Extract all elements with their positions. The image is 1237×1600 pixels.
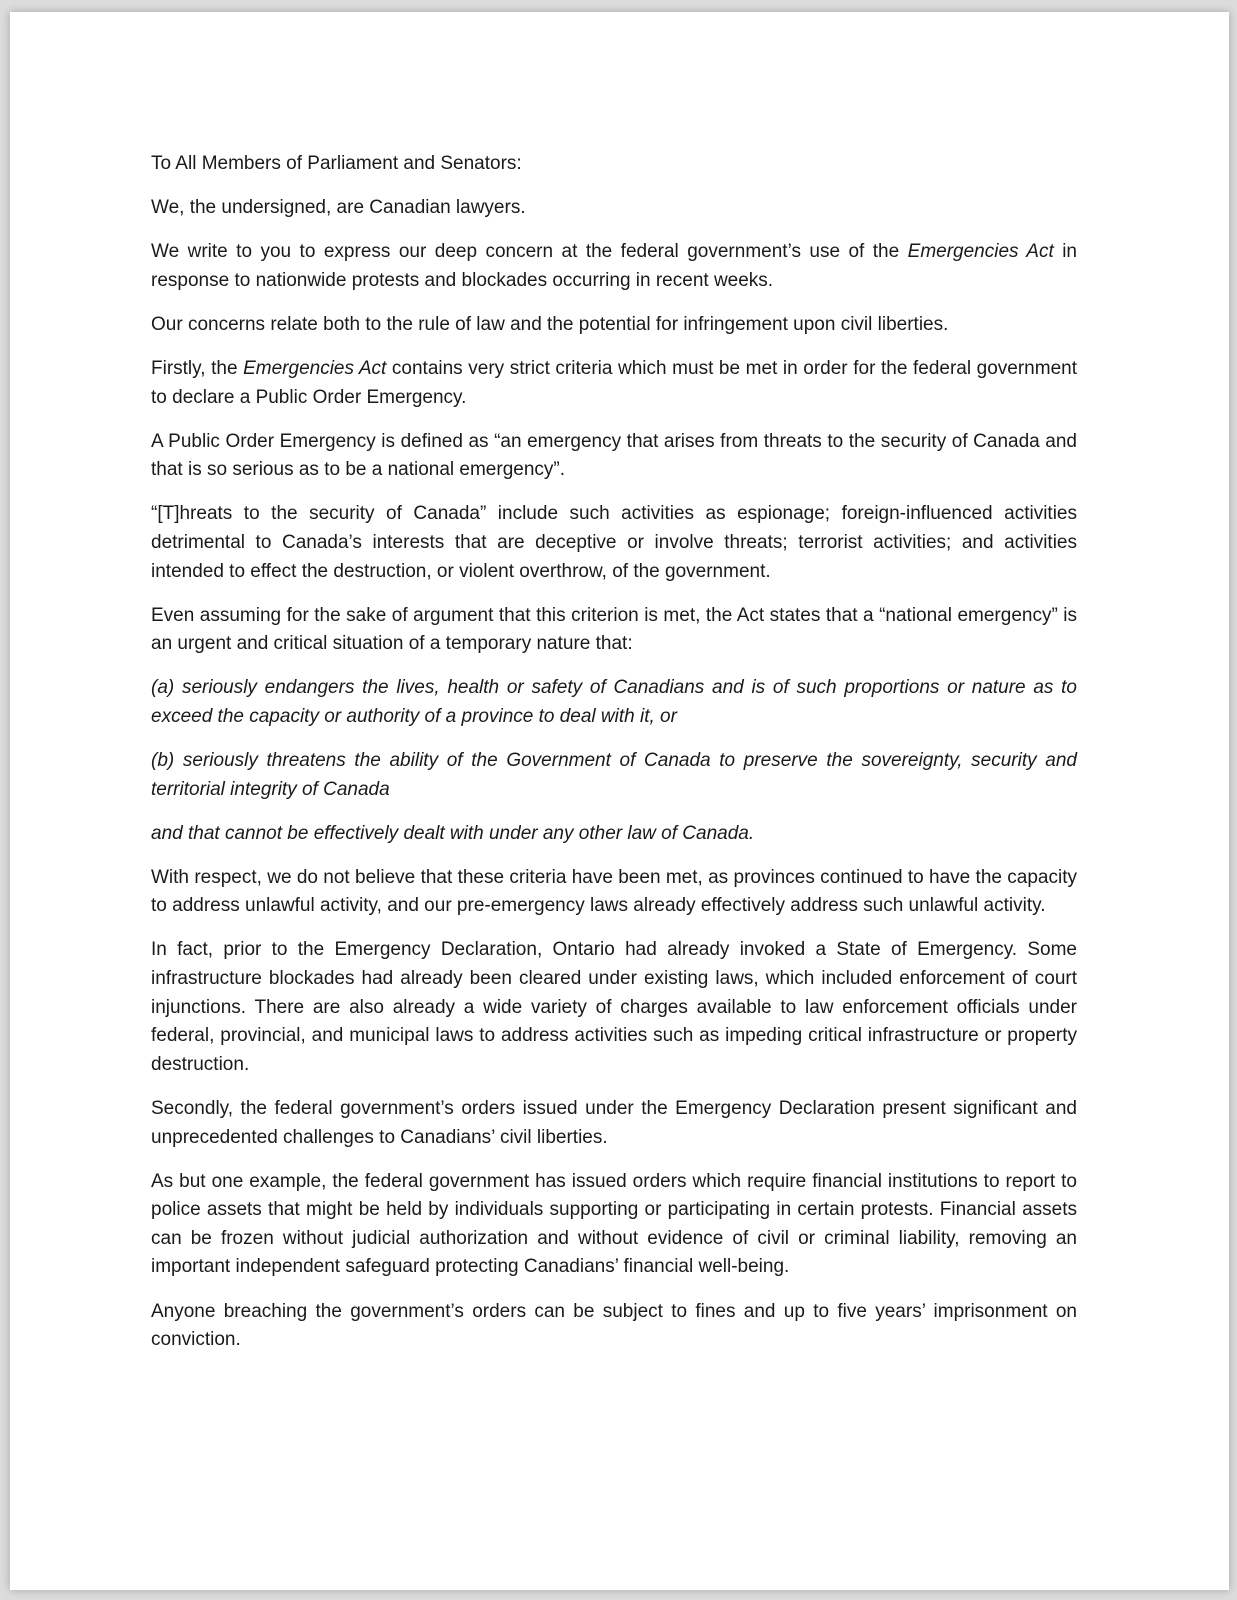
document-page <box>10 12 1229 1590</box>
paragraph-concern <box>151 238 1077 295</box>
paragraph-in-fact: In fact, prior to the Emergency Declaration, Ontario had already invoked a State of Emergency. Some infrastructure blockades had already been cleared under existing laws, which included enforcement of court injunctions. There are also already a wide variety of charges available to law enforcement officials under federal, provincial, and municipal laws to address activities such as impeding critical infrastructure or property destruction. <box>151 939 1077 1075</box>
quote-clause-b: (b) seriously threatens the ability of the Government of Canada to preserve the sovereignty, security and territorial integrity of Canada <box>151 750 1077 800</box>
quote-clause-a: (a) seriously endangers the lives, health or safety of Canadians and is of such proportions or nature as to exceed the capacity or authority of a province to deal with it, or <box>151 677 1077 727</box>
paragraph-firstly-act-title: Emergencies Act <box>243 357 387 379</box>
salutation: To All Members of Parliament and Senators: <box>151 153 522 174</box>
paragraph-financial-example: As but one example, the federal government has issued orders which require financial institutions to report to police assets that might be held by individuals supporting or participating in certain protests. Financial assets can be frozen without judicial authorization and without evidence of civil or criminal liability, removing an important independent safeguard protecting Canadians’ financial well-being. <box>151 1170 1077 1278</box>
paragraph-firstly-text-1: Firstly, the <box>151 357 244 379</box>
paragraph-definition: A Public Order Emergency is defined as “an emergency that arises from threats to the security of Canada and that is so serious as to be a national emergency”. <box>151 430 1077 481</box>
paragraph-concern-text-2: in response to nationwide protests and blockades occurring in recent weeks. <box>151 241 1077 291</box>
paragraph-concern-act-title: Emergencies Act <box>907 241 1054 263</box>
paragraph-concern-text-1: We write to you to express our deep concern at the federal government’s use of the <box>151 241 908 263</box>
paragraph-firstly <box>151 355 1077 412</box>
paragraph-rule-of-law: Our concerns relate both to the rule of law and the potential for infringement upon civil liberties. <box>151 313 949 335</box>
letter-body <box>151 150 1077 1370</box>
quote-clause-c: and that cannot be effectively dealt with under any other law of Canada. <box>151 822 755 844</box>
paragraph-firstly-text-2: contains very strict criteria which must be met in order for the federal government to declare a Public Order Emergency. <box>151 357 1077 408</box>
paragraph-national-emergency: Even assuming for the sake of argument that this criterion is met, the Act states that a “national emergency” is an urgent and critical situation of a temporary nature that: <box>151 604 1077 655</box>
paragraph-threats: “[T]hreats to the security of Canada” include such activities as espionage; foreign-influenced activities detrimental to Canada’s interests that are deceptive or involve threats; terrorist activities; and activities intended to effect the destruction, or violent overthrow, of the government. <box>151 503 1077 582</box>
paragraph-intro: We, the undersigned, are Canadian lawyers. <box>151 197 526 219</box>
paragraph-penalties: Anyone breaching the government’s orders can be subject to fines and up to five years’ imprisonment on conviction. <box>151 1300 1077 1351</box>
paragraph-secondly: Secondly, the federal government’s orders issued under the Emergency Declaration present significant and unprecedented challenges to Canadians’ civil liberties. <box>151 1097 1077 1148</box>
paragraph-criteria-not-met: With respect, we do not believe that these criteria have been met, as provinces continued to have the capacity to address unlawful activity, and our pre-emergency laws already effectively address such unlawful activity. <box>151 866 1077 917</box>
